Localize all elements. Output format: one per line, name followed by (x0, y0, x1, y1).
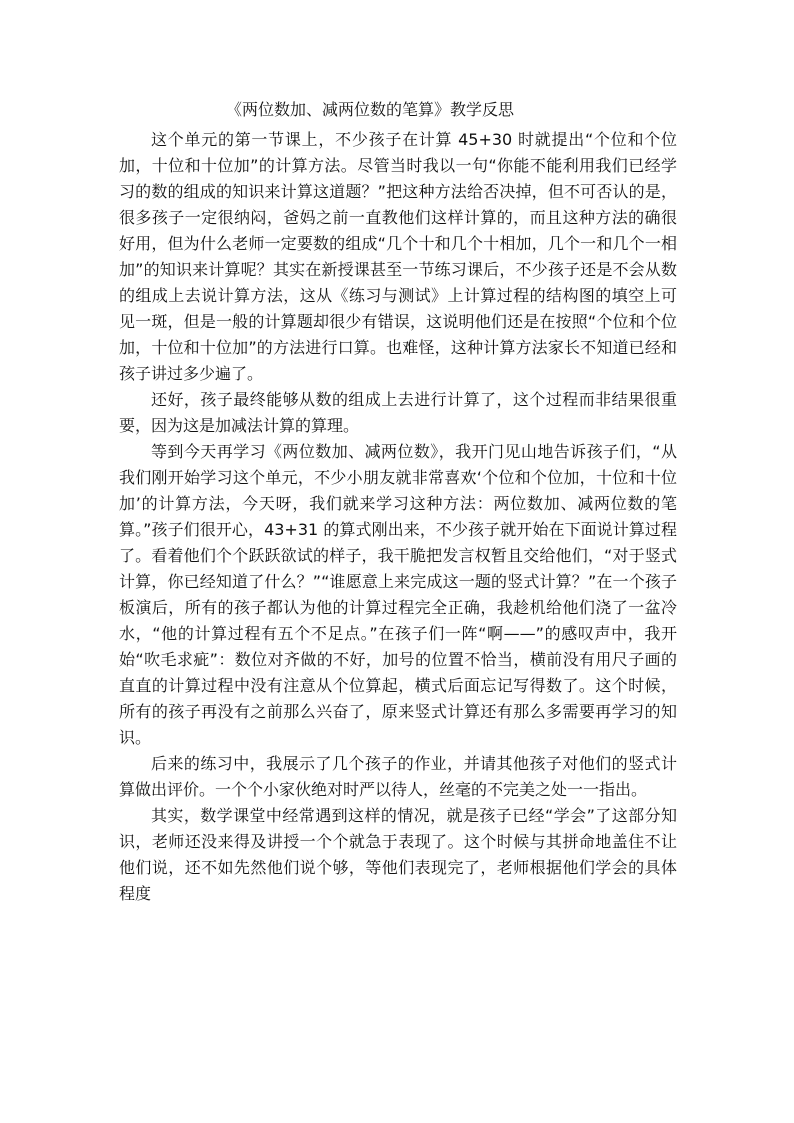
document-title: 《两位数加、减两位数的笔算》教学反思 (226, 100, 515, 119)
paragraph-1: 这个单元的第一节课上，不少孩子在计算 45+30 时就提出“个位和个位加，十位和十位加”的计算方法。尽管当时我以一句“你能不能利用我们已经学习的数的组成的知识来计算这道题？”把这种方法给否决掉，但不可否认的是，很多孩子一定很纳闷，爸妈之前一直教他们这样计算的，而且这种方法的确很好用，但为什么老师一定要数的组成“几个十和几个十相加，几个一和几个一相加”的知识来计算呢？其实在新授课甚至一节练习课后，不少孩子还是不会从数的组成上去说计算方法，这从《练习与测试》上计算过程的结构图的填空上可见一斑，但是一般的计算题却很少有错误，这说明他们还是在按照“个位和个位加，十位和十位加”的方法进行口算。也难怪，这种计算方法家长不知道已经和孩子讲过多少遍了。 (119, 130, 677, 383)
paragraph-3: 等到今天再学习《两位数加、减两位数》，我开门见山地告诉孩子们，“从我们刚开始学习这个单元，不少小朋友就非常喜欢‘个位和个位加，十位和十位加’的计算方法，今天呀，我们就来学习这种方法：两位数加、减两位数的笔算。”孩子们很开心，43+31 的算式刚出来，不少孩子就开始在下面说计算过程了。看着他们个个跃跃欲试的样子，我干脆把发言权暂且交给他们，“对于竖式计算，你已经知道了什么？”“谁愿意上来完成这一题的竖式计算？”在一个孩子板演后，所有的孩子都认为他的计算过程完全正确，我趁机给他们浇了一盆冷水，“他的计算过程有五个不足点。”在孩子们一阵“啊——”的感叹声中，我开始“吹毛求疵”：数位对齐做的不好，加号的位置不恰当，横前没有用尺子画的直直的计算过程中没有注意从个位算起，横式后面忘记写得数了。这个时候，所有的孩子再没有之前那么兴奋了，原来竖式计算还有那么多需要再学习的知识。 (119, 442, 677, 747)
paragraph-4: 后来的练习中，我展示了几个孩子的作业，并请其他孩子对他们的竖式计算做出评价。一个个小家伙绝对时严以待人，丝毫的不完美之处一一指出。 (119, 754, 677, 799)
document-body (119, 127, 677, 907)
paragraph-5: 其实，数学课堂中经常遇到这样的情况，就是孩子已经“学会”了这部分知识，老师还没来得及讲授一个个就急于表现了。这个时候与其拼命地盖住不让他们说，还不如先然他们说个够，等他们表现完了，老师根据他们学会的具体程度 (119, 806, 677, 903)
paragraph-2: 还好，孩子最终能够从数的组成上去进行计算了，这个过程而非结果很重要，因为这是加减法计算的算理。 (119, 390, 677, 435)
